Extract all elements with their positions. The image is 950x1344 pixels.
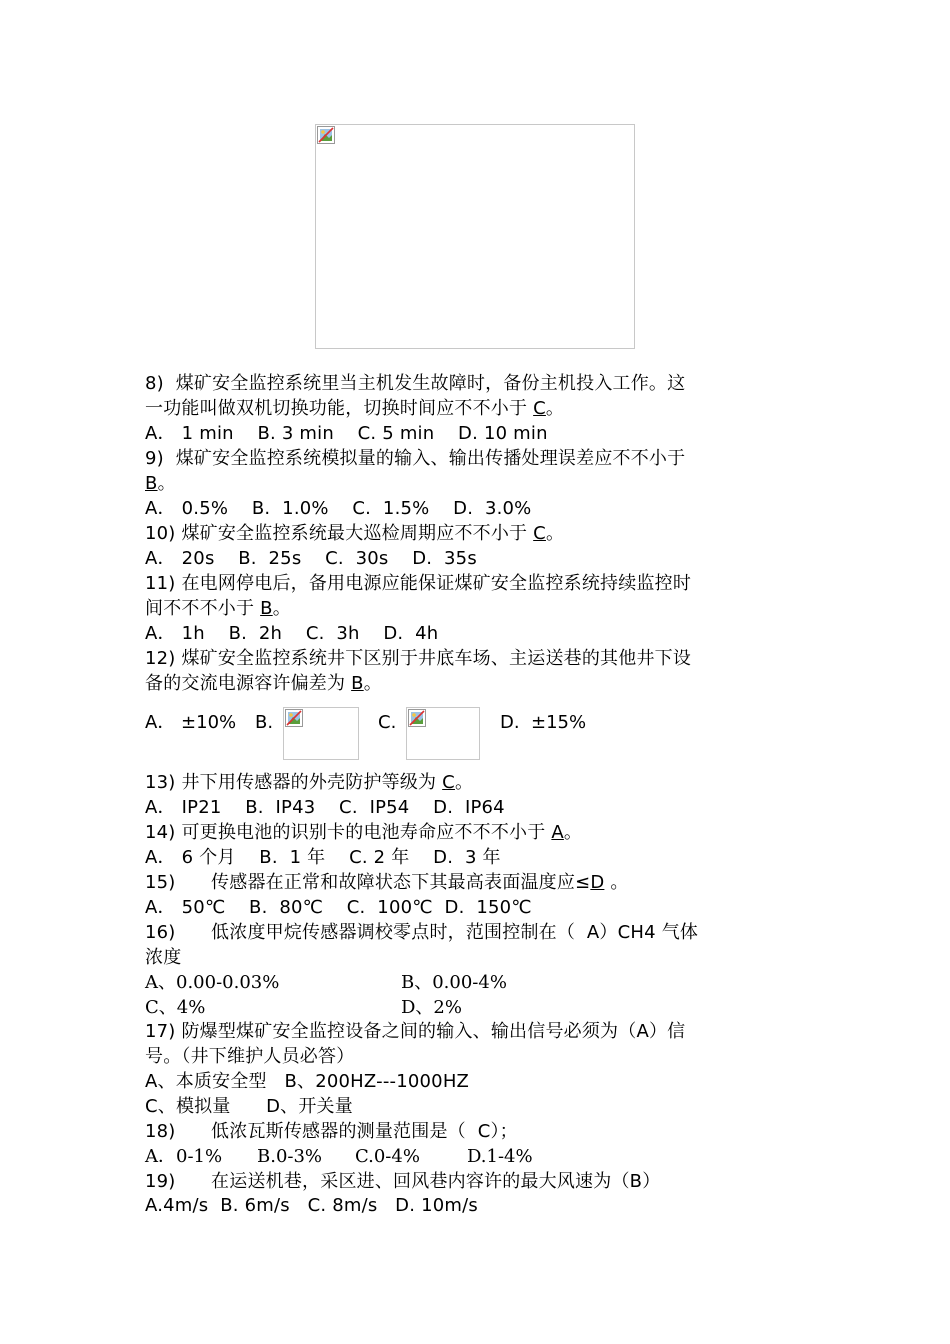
q12-line2 [145,673,382,695]
q12-option-c: C. [378,712,397,733]
q12-line1: 12) 煤矿安全监控系统井下区别于井底车场、主运送巷的其他井下设 [145,648,692,669]
q12-answer: B [351,673,364,694]
broken-image-icon [285,709,303,727]
q10-line1 [145,523,564,545]
q8-text: 一功能叫做双机切换功能，切换时间应不不小于 [145,398,534,419]
q8-answer: C [533,398,546,419]
q16-line2: 浓度 [145,947,182,968]
q14-line1 [145,822,582,844]
q9-line1: 9) 煤矿安全监控系统模拟量的输入、输出传播处理误差应不不小于 [145,448,686,469]
q14-text: 14) 可更换电池的识别卡的电池寿命应不不不小于 [145,822,552,843]
q13-text-end: 。 [454,772,474,793]
q13-line1 [145,772,473,794]
q9-options: A． 0.5% B. 1.0% C. 1.5% D. 3.0% [145,498,532,519]
q11-options: A． 1h B. 2h C. 3h D. 4h [145,623,439,644]
q12-option-b: B. [255,712,274,733]
q12-option-a: A． ±10% [145,712,237,733]
q18-line1: 18) 低浓瓦斯传感器的测量范围是（ C）； [145,1121,518,1142]
q12-option-d: D. ±15% [500,712,587,733]
q15-line1 [145,872,629,894]
q16-line1: 16) 低浓度甲烷传感器调校零点时，范围控制在（ A）CH4 气体 [145,922,699,943]
q10-answer: C [533,523,546,544]
q18-option-b: B.0-3% [257,1146,323,1167]
q8-text-end: 。 [545,398,565,419]
q15-text-end: 。 [604,872,629,893]
q15-answer: D [590,872,605,893]
q11-line2 [145,598,291,620]
q14-answer: A [551,822,564,843]
q14-text-end: 。 [563,822,583,843]
q13-options: A． IP21 B. IP43 C. IP54 D. IP64 [145,797,505,818]
q13-answer: C [442,772,455,793]
broken-image-figure [315,124,635,349]
q11-line1: 11) 在电网停电后，备用电源应能保证煤矿安全监控系统持续监控时 [145,573,692,594]
q11-answer: B [260,598,273,619]
q12-option-b-image [283,707,359,760]
q12-option-c-image [406,707,480,760]
q8-line2 [145,398,564,420]
q18-option-c: C.0-4% [355,1146,420,1167]
q17-options-cd: C、模拟量 D、开关量 [145,1096,353,1117]
q10-text: 10) 煤矿安全监控系统最大巡检周期应不不小于 [145,523,534,544]
q8-options: A． 1 min B. 3 min C. 5 min D. 10 min [145,423,548,444]
q15-options: A． 50℃ B. 80℃ C. 100℃ D. 150℃ [145,897,532,918]
q18-option-d: D.1-4% [467,1146,533,1167]
broken-image-icon [408,709,426,727]
q17-options-ab: A、本质安全型 B、200HZ---1000HZ [145,1071,470,1092]
q8-line1: 8) 煤矿安全监控系统里当主机发生故障时，备份主机投入工作。这 [145,373,686,394]
q9-text-end: 。 [157,473,176,494]
broken-image-icon [317,126,335,144]
q12-text: 备的交流电源容许偏差为 [145,673,352,694]
q16-option-a: A、0.00-0.03% [145,972,280,993]
q19-line1: 19) 在运送机巷，采区进、回风巷内容许的最大风速为（B） [145,1171,661,1192]
q16-option-c: C、4% [145,997,206,1018]
q9-line2 [145,473,176,495]
q11-text: 间不不不小于 [145,598,261,619]
q18-option-a: A．0-1% [145,1146,223,1167]
q16-option-b: B、0.00-4% [401,972,507,993]
q16-option-d: D、2% [401,997,462,1018]
q9-answer: B [145,473,158,494]
q10-text-end: 。 [545,523,565,544]
q14-options: A． 6 个月 B. 1 年 C. 2 年 D. 3 年 [145,847,501,868]
q17-line1: 17) 防爆型煤矿安全监控设备之间的输入、输出信号必须为（A）信 [145,1021,686,1042]
q13-text: 13) 井下用传感器的外壳防护等级为 [145,772,443,793]
q11-text-end: 。 [272,598,291,619]
q12-text-end: 。 [363,673,382,694]
q19-options: A.4m/s B. 6m/s C. 8m/s D. 10m/s [145,1195,478,1216]
q10-options: A． 20s B. 25s C. 30s D. 35s [145,548,477,569]
q17-line2: 号。（井下维护人员必答） [145,1046,355,1067]
q15-text: 15) 传感器在正常和故障状态下其最高表面温度应≤ [145,872,591,893]
